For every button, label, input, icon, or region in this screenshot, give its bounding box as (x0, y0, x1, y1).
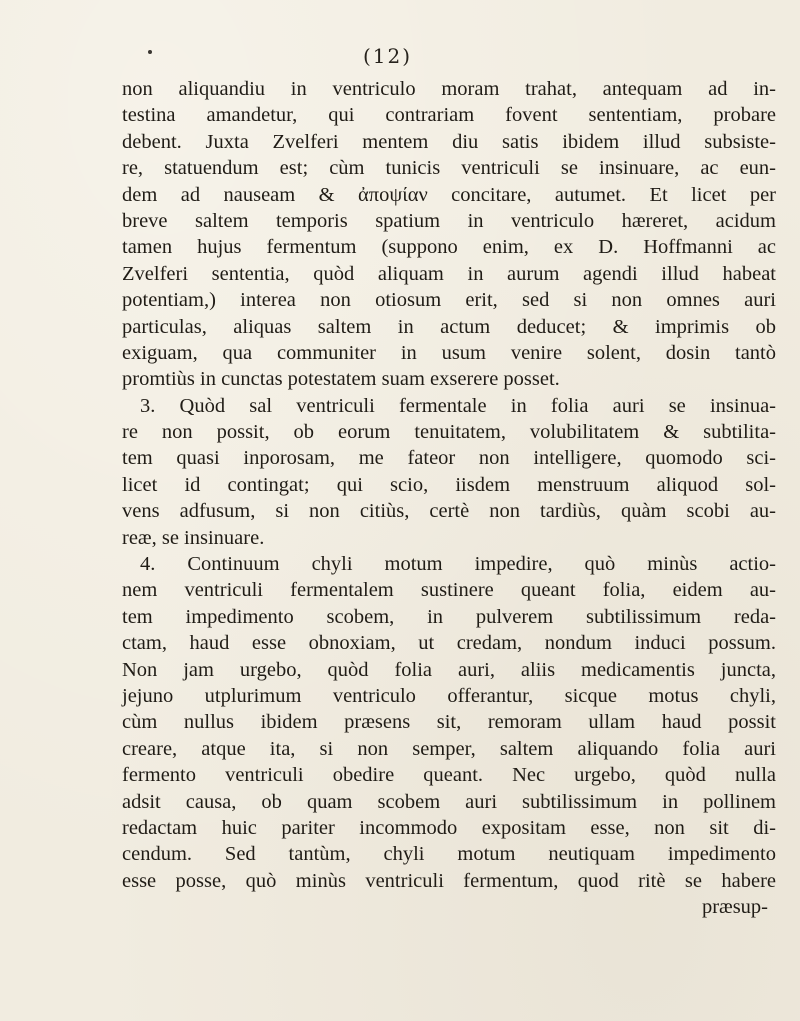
text-line: fermento ventriculi obedire queant. Nec urgebo, quòd nulla (122, 764, 776, 787)
text-line: exiguam, qua communiter in usum venire solent, dosin tantò (122, 341, 776, 364)
text-line: redactam huic pariter incommodo expositam esse, non sit di- (122, 816, 776, 839)
text-line: esse posse, quò minùs ventriculi fermentum, quod ritè se habere (122, 869, 776, 892)
ink-speck (148, 50, 152, 54)
text-line: vens adfusum, si non citiùs, certè non tardiùs, quàm scobi au- (122, 500, 776, 523)
text-line: creare, atque ita, si non semper, saltem aliquando folia auri (122, 737, 776, 760)
text-line: re, statuendum est; cùm tunicis ventriculi se insinuare, ac eun- (122, 157, 776, 180)
text-line: non aliquandiu in ventriculo moram trahat, antequam ad in- (122, 78, 776, 100)
paragraph-start-line: 4. Continuum chyli motum impedire, quò minùs actio- (140, 553, 776, 576)
text-line: cùm nullus ibidem præsens sit, remoram ullam haud possit (122, 711, 776, 734)
text-line: tem quasi inporosam, me fateor non intelligere, quomodo sci- (122, 447, 776, 470)
text-line: tamen hujus fermentum (suppono enim, ex D. Hoffmanni ac (122, 236, 776, 259)
text-line: potentiam,) interea non otiosum erit, sed si non omnes auri (122, 289, 776, 312)
page-header (0, 44, 800, 70)
text-line: debent. Juxta Zvelferi mentem diu satis ibidem illud subsiste- (122, 130, 776, 153)
text-line: tem impedimento scobem, in pulverem subtilissimum reda- (122, 605, 776, 628)
text-line: dem ad nauseam & ἀποψίαν concitare, autumet. Et licet per (122, 183, 776, 206)
text-line: jejuno utplurimum ventriculo offerantur, sicque motus chyli, (122, 684, 776, 707)
text-line: cendum. Sed tantùm, chyli motum neutiquam impedimento (122, 843, 776, 866)
text-line: particulas, aliquas saltem in actum deducet; & imprimis ob (122, 315, 776, 338)
text-line: nem ventriculi fermentalem sustinere queant folia, eidem au- (122, 579, 776, 602)
text-line: breve saltem temporis spatium in ventriculo hæreret, acidum (122, 209, 776, 232)
text-line: testina amandetur, qui contrariam fovent sententiam, probare (122, 104, 776, 127)
body-text (122, 76, 776, 921)
catchword: præsup- (701, 896, 768, 919)
page-number: (12) (363, 44, 413, 68)
text-line: Zvelferi sententia, quòd aliquam in aurum agendi illud habeat (122, 262, 776, 285)
text-line: re non possit, ob eorum tenuitatem, volubilitatem & subtilita- (122, 421, 776, 444)
text-line: promtiùs in cunctas potestatem suam exserere posset. (122, 368, 560, 391)
text-line: ctam, haud esse obnoxiam, ut credam, nondum induci possum. (122, 632, 776, 655)
text-line: reæ, se insinuare. (122, 526, 265, 549)
text-line: licet id contingat; qui scio, iisdem menstruum aliquod sol- (122, 473, 776, 496)
paragraph-start-line: 3. Quòd sal ventriculi fermentale in folia auri se insinua- (140, 394, 776, 417)
text-line: adsit causa, ob quam scobem auri subtilissimum in pollinem (122, 790, 776, 813)
text-line: Non jam urgebo, quòd folia auri, aliis medicamentis juncta, (122, 658, 776, 681)
